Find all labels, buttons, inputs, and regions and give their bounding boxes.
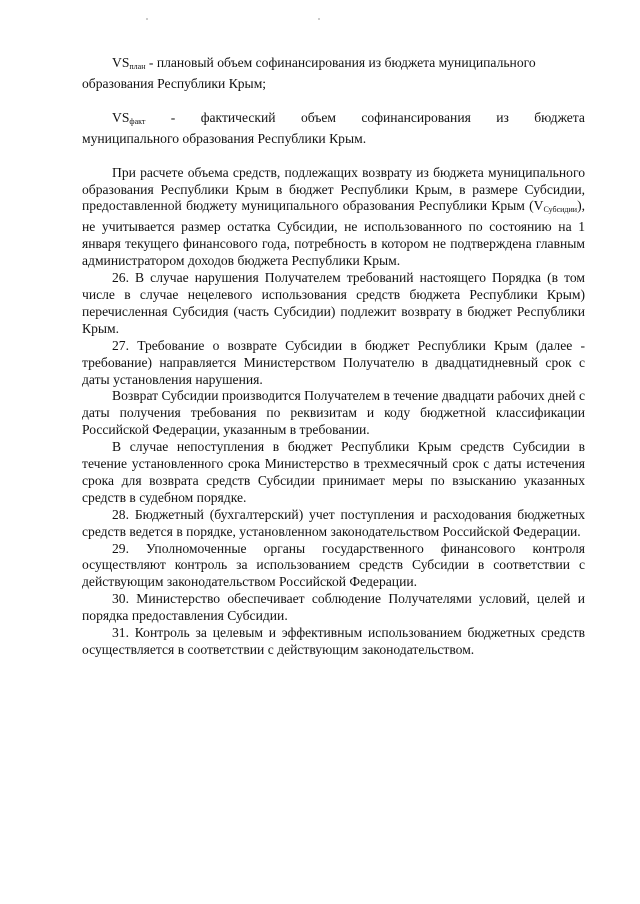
paragraph-31: 31. Контроль за целевым и эффективным использованием бюджетных средств осуществляется в соответствии с действующим законодательством. [82, 625, 585, 657]
definition-line [82, 110, 585, 131]
word: из [496, 109, 509, 125]
vs-symbol: VS [112, 55, 130, 70]
definition-text: - плановый объем софинансирования из бюджета муниципального [145, 55, 536, 70]
paragraph-28: 28. Бюджетный (бухгалтерский) учет поступления и расходования бюджетных средств ведется в порядке, установленном законодательством Российской Федерации. [82, 506, 585, 539]
scan-mark [146, 18, 148, 20]
scan-mark [318, 18, 320, 20]
vs-symbol: VS [112, 109, 130, 125]
definition-vs-plan [82, 55, 585, 93]
word: бюджета [534, 109, 585, 125]
v-subscript: Субсидии [543, 205, 578, 215]
paragraph-26: 26. В случае нарушения Получателем требований настоящего Порядка (в том числе в случае нецелевого использования средств бюджета Республики Крым) перечисленная Субсидия (часть Субсидии) подлежит возврату в бюджет Республики Крым. [82, 270, 585, 336]
paragraph-text: ), не учитывается размер остатка Субсидии, не использованного по состоянию на 1 января текущего финансового года, потребность в котором не подтверждена главным администратором доходов бюджета Республики Крым. [82, 198, 585, 269]
paragraph-27-return: Возврат Субсидии производится Получателем в течение двадцати рабочих дней с даты получения требования по реквизитам и коду бюджетной классификации Российской Федерации, указанным в требовании. [82, 388, 585, 438]
definition-vs-fact [82, 110, 585, 148]
definition-continuation: образования Республики Крым; [82, 75, 267, 91]
vs-term [112, 110, 145, 131]
paragraph-29: 29. Уполномоченные органы государственного финансового контроля осуществляют контроль за использованием средств Субсидии в соответствии с действующим законодательством Российской Федерации. [82, 540, 585, 590]
paragraph-27: 27. Требование о возврате Субсидии в бюджет Республики Крым (далее - требование) направляется Министерством Получателю в двадцатидневный срок с даты установления нарушения. [82, 337, 585, 387]
vs-subscript: план [129, 62, 146, 71]
paragraph-calculation [82, 165, 585, 270]
paragraph-text: При расчете объема средств, подлежащих возврату из бюджета муниципального образования Республики Крым в бюджет Республики Крым, в размере Субсидии, предоставленной бюджету муниципального образования Республики Крым (V [82, 164, 585, 214]
definition-line [82, 55, 585, 76]
paragraph-30: 30. Министерство обеспечивает соблюдение Получателями условий, целей и порядка предоставления Субсидии. [82, 591, 585, 624]
paragraph-27-nonreceipt: В случае непоступления в бюджет Республики Крым средств Субсидии в течение установленного срока Министерство в трехмесячный срок с даты истечения срока для возврата средств Субсидии принимает меры по взысканию указанных средств в судебном порядке. [82, 439, 585, 505]
definition-continuation: муниципального образования Республики Крым. [82, 130, 367, 146]
word: фактический [200, 109, 276, 125]
word: объем [300, 109, 336, 125]
word: софинансирования [361, 109, 471, 125]
vs-subscript: факт [129, 116, 146, 126]
word: - [170, 109, 176, 125]
